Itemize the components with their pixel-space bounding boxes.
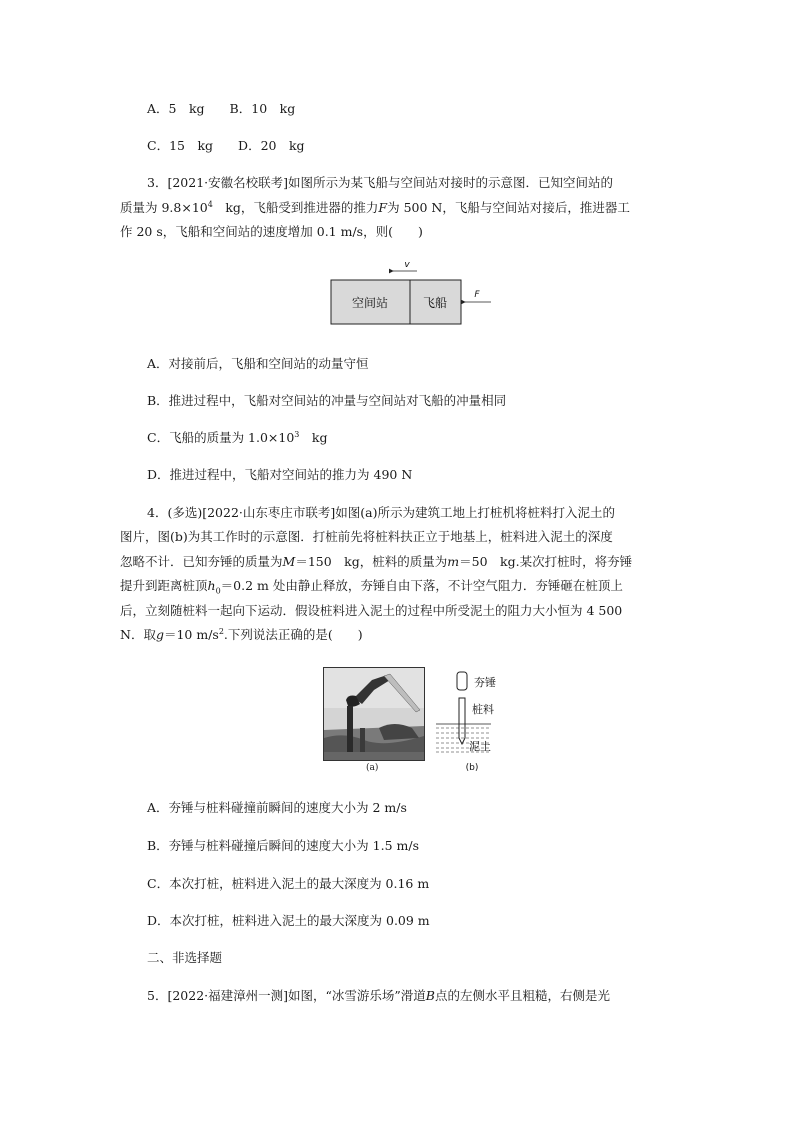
q3-stem-line2: 质量为 $9.8\times 10^4$ kg，飞船受到推进器的推力F为 500 N，飞船与空间站对接后，推进器工 <box>120 199 630 215</box>
q3-option-c: C．飞船的质量为 $1.0\times 10^3$ kg <box>147 429 328 445</box>
q4-option-a: A．夯锤与桩料碰撞前瞬间的速度大小为 2 m/s <box>147 800 407 815</box>
section-heading-non-choice: 二、非选择题 <box>147 950 223 965</box>
figure-caption-b: (b) <box>465 763 479 773</box>
pile-shape <box>459 698 465 744</box>
q4-stem-line2: 图片，图(b)为其工作时的示意图．打桩前先将桩料扶正立于地基上，桩料进入泥土的深度 <box>120 529 613 544</box>
q5-stem-line1: 5．[2022·福建漳州一测]如图，“冰雪游乐场”滑道B点的左侧水平且粗糙，右侧是光 <box>147 988 610 1003</box>
soil-label: 泥土 <box>469 740 491 753</box>
figure-caption-a: (a) <box>366 763 379 773</box>
q4-stem-line4: 提升到距离桩顶$h_0=0.2$ m 处由静止释放，夯锤自由下落，不计空气阻力．夯锤砸在桩顶上 <box>120 578 623 596</box>
q3-stem-line3: 作 20 s，飞船和空间站的速度增加 0.1 m/s，则( ) <box>120 224 423 239</box>
q3-option-d: D．推进过程中，飞船对空间站的推力为 490 N <box>147 467 413 482</box>
q4-stem-line1: 4．(多选)[2022·山东枣庄市联考]如图(a)所示为建筑工地上打桩机将桩料打入泥土的 <box>147 505 615 520</box>
spaceship-label: 飞船 <box>422 296 448 310</box>
q4-stem-line5: 后，立刻随桩料一起向下运动．假设桩料进入泥土的过程中所受泥土的阻力大小恒为 4 500 <box>120 603 623 618</box>
q3-stem-line1: 3．[2021·安徽名校联考]如图所示为某飞船与空间站对接时的示意图．已知空间站的 <box>147 175 613 190</box>
q4-stem-line6: N．取g＝10 $m/s^2$.下列说法正确的是( ) <box>120 626 363 642</box>
pile-label: 桩料 <box>472 703 494 716</box>
space-station-label: 空间站 <box>351 296 389 310</box>
q3-docking-figure <box>325 258 500 330</box>
q4-option-c: C．本次打桩，桩料进入泥土的最大深度为 0.16 m <box>147 876 430 891</box>
hammer-label: 夯锤 <box>474 676 496 689</box>
pile-driver-photo <box>323 667 425 761</box>
q4-stem-line3: 忽略不计．已知夯锤的质量为M＝150 kg，桩料的质量为m＝50 kg.某次打桩时，将夯锤 <box>120 554 633 569</box>
q3-option-b: B．推进过程中，飞船对空间站的冲量与空间站对飞船的冲量相同 <box>147 393 507 408</box>
q4-option-b: B．夯锤与桩料碰撞后瞬间的速度大小为 1.5 m/s <box>147 838 419 853</box>
q3-option-a: A．对接前后，飞船和空间站的动量守恒 <box>147 356 369 371</box>
velocity-label: v <box>404 260 410 270</box>
hammer-shape <box>457 672 467 690</box>
q2-options-ab: A．5 kg B．10 kg <box>147 101 296 116</box>
q2-options-cd: C．15 kg D．20 kg <box>147 138 305 153</box>
force-label: F <box>474 290 480 300</box>
pile-driver-schematic <box>433 666 513 776</box>
q4-option-d: D．本次打桩，桩料进入泥土的最大深度为 0.09 m <box>147 913 430 928</box>
